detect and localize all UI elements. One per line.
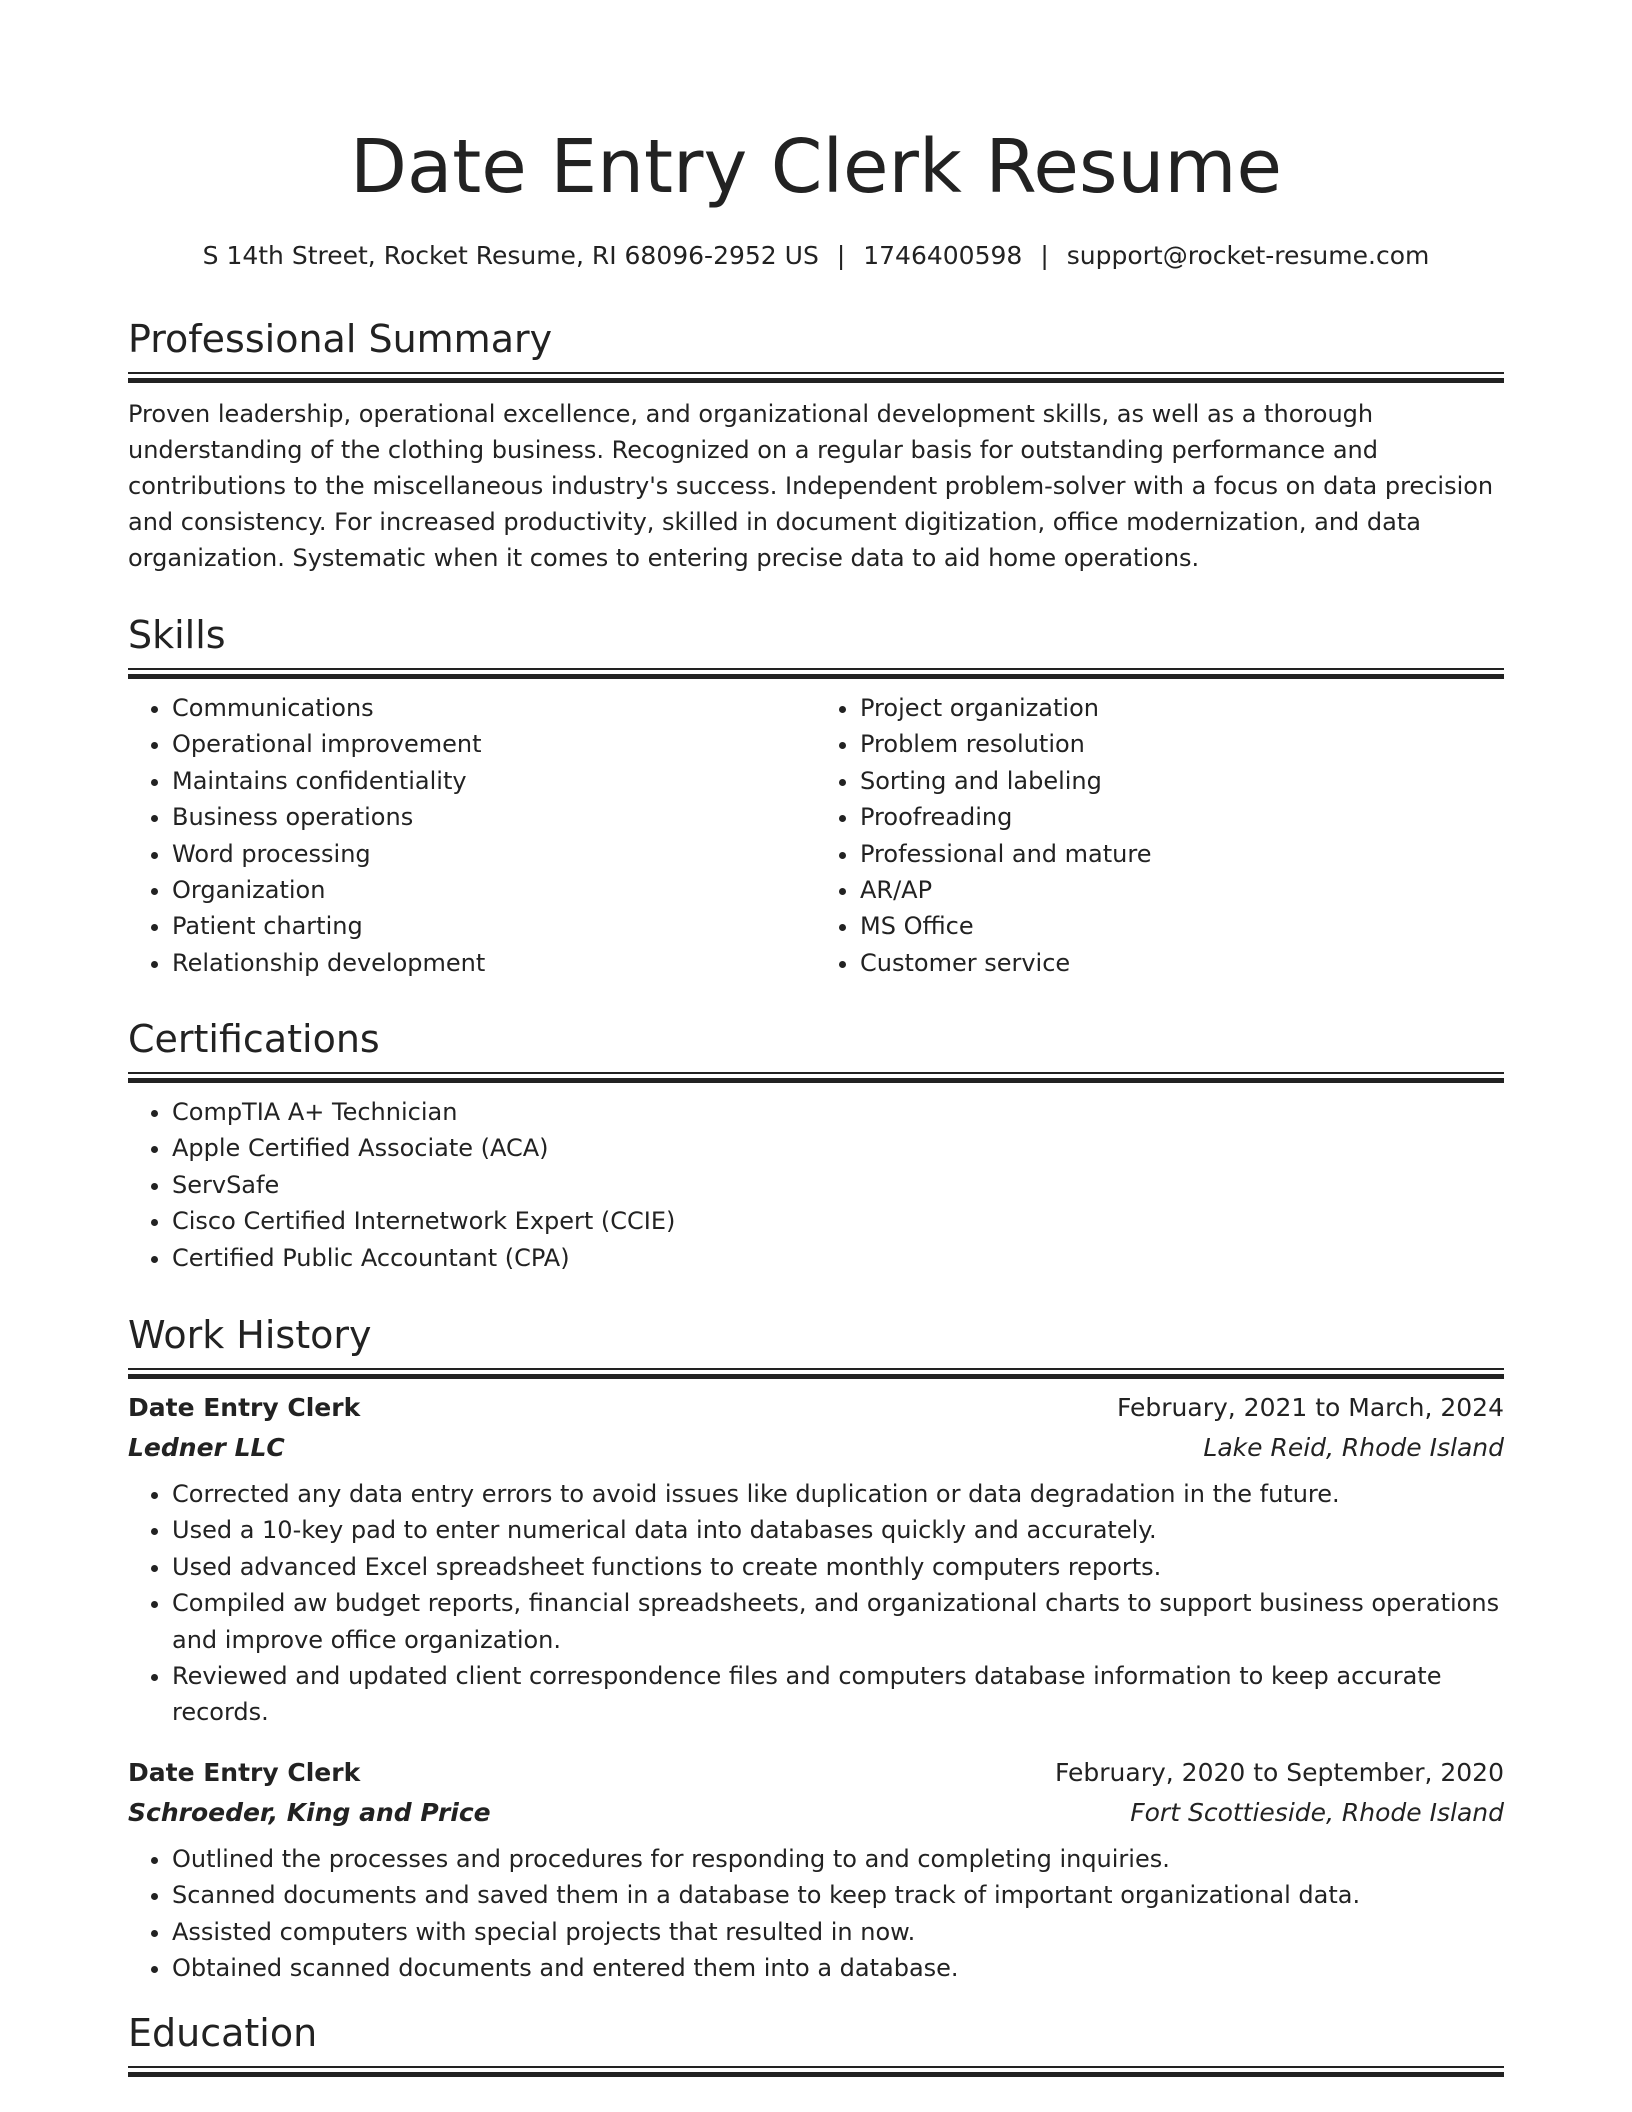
list-item: • Sorting and labeling [860, 763, 1504, 799]
list-item: • Operational improvement [172, 726, 816, 762]
job-duties-list [128, 1476, 1504, 1731]
summary-section [128, 316, 1504, 576]
list-item: • Maintains confidentiality [172, 763, 816, 799]
list-item: • Corrected any data entry errors to avoid issues like duplication or data degradation in the future. [172, 1476, 1504, 1512]
job-header [128, 1388, 1504, 1428]
skills-columns [128, 678, 1504, 981]
section-divider [128, 2066, 1504, 2076]
list-item: • Proofreading [860, 799, 1504, 835]
job-location: Lake Reid, Rhode Island [1203, 1433, 1504, 1462]
list-item: • Certified Public Accountant (CPA) [172, 1240, 1504, 1276]
list-item: • Apple Certified Associate (ACA) [172, 1130, 1504, 1166]
list-item: • Communications [172, 690, 816, 726]
skills-section [128, 612, 1504, 981]
job-title: Date Entry Clerk [128, 1393, 361, 1422]
list-item: • Obtained scanned documents and entered them into a database. [172, 1950, 1504, 1986]
job-dates: February, 2021 to March, 2024 [1116, 1393, 1504, 1422]
list-item: • Scanned documents and saved them in a database to keep track of important organizational data. [172, 1877, 1504, 1913]
certifications-section [128, 1016, 1504, 1276]
job-header [128, 1753, 1504, 1793]
job-company: Ledner LLC [128, 1433, 285, 1462]
job-company: Schroeder, King and Price [128, 1797, 491, 1827]
list-item: • Outlined the processes and procedures for responding to and completing inquiries. [172, 1841, 1504, 1877]
work-history-section [128, 1312, 1504, 1986]
summary-text: Proven leadership, operational excellence, and organizational development skills, as well as a thorough understanding of the clothing business. Recognized on a regular basis for outstanding performance and contributions to the miscellaneous industry's success. Independent problem-solver with a focus on data precision and consistency. For increased productivity, skilled in document digitization, office modernization, and data organization. Systematic when it comes to entering precise data to aid home operations. [128, 400, 1494, 572]
list-item: • Patient charting [172, 908, 816, 944]
section-heading-work-history: Work History [128, 1313, 372, 1357]
job-location: Fort Scottieside, Rhode Island [1130, 1797, 1504, 1827]
contact-separator: | [836, 241, 846, 270]
list-item: • Professional and mature [860, 836, 1504, 872]
section-heading-summary: Professional Summary [128, 317, 553, 361]
job-subheader [128, 1793, 1504, 1833]
list-item: • Word processing [172, 836, 816, 872]
certifications-list [128, 1094, 1504, 1276]
resume-title: Date Entry Clerk Resume [349, 124, 1283, 210]
section-divider [128, 372, 1504, 382]
section-divider [128, 668, 1504, 678]
skills-list-right [816, 690, 1504, 981]
list-item: • Problem resolution [860, 726, 1504, 762]
section-divider [128, 1072, 1504, 1082]
contact-phone: 1746400598 [863, 241, 1023, 270]
list-item: • Used advanced Excel spreadsheet functions to create monthly computers reports. [172, 1549, 1504, 1585]
list-item: • AR/AP [860, 872, 1504, 908]
list-item: • Business operations [172, 799, 816, 835]
skills-list-left [128, 690, 816, 981]
section-heading-certifications: Certifications [128, 1017, 380, 1061]
section-heading-education: Education [128, 2011, 318, 2055]
job-duties-list [128, 1841, 1504, 1987]
list-item: • Compiled aw budget reports, financial spreadsheets, and organizational charts to support business operations and improve office organization. [172, 1585, 1504, 1658]
list-item: • Cisco Certified Internetwork Expert (CCIE) [172, 1203, 1504, 1239]
contact-address: S 14th Street, Rocket Resume, RI 68096-2952 US [202, 241, 819, 270]
job-title: Date Entry Clerk [128, 1757, 361, 1787]
list-item: • ServSafe [172, 1167, 1504, 1203]
list-item: • Reviewed and updated client correspondence files and computers database information to keep accurate records. [172, 1658, 1504, 1731]
section-divider [128, 1368, 1504, 1378]
list-item: • CompTIA A+ Technician [172, 1094, 1504, 1130]
job-subheader [128, 1428, 1504, 1468]
list-item: • Used a 10-key pad to enter numerical data into databases quickly and accurately. [172, 1512, 1504, 1548]
list-item: • Relationship development [172, 945, 816, 981]
job-dates: February, 2020 to September, 2020 [1055, 1757, 1504, 1787]
list-item: • Assisted computers with special projects that resulted in now. [172, 1914, 1504, 1950]
contact-email: support@rocket-resume.com [1066, 241, 1430, 270]
job-entry [128, 1753, 1504, 1987]
list-item: • MS Office [860, 908, 1504, 944]
section-heading-skills: Skills [128, 613, 226, 657]
job-entry [128, 1388, 1504, 1731]
contact-line [128, 240, 1504, 272]
list-item: • Organization [172, 872, 816, 908]
list-item: • Customer service [860, 945, 1504, 981]
contact-separator: | [1040, 241, 1049, 270]
education-section [128, 2010, 1504, 2076]
list-item: • Project organization [860, 690, 1504, 726]
